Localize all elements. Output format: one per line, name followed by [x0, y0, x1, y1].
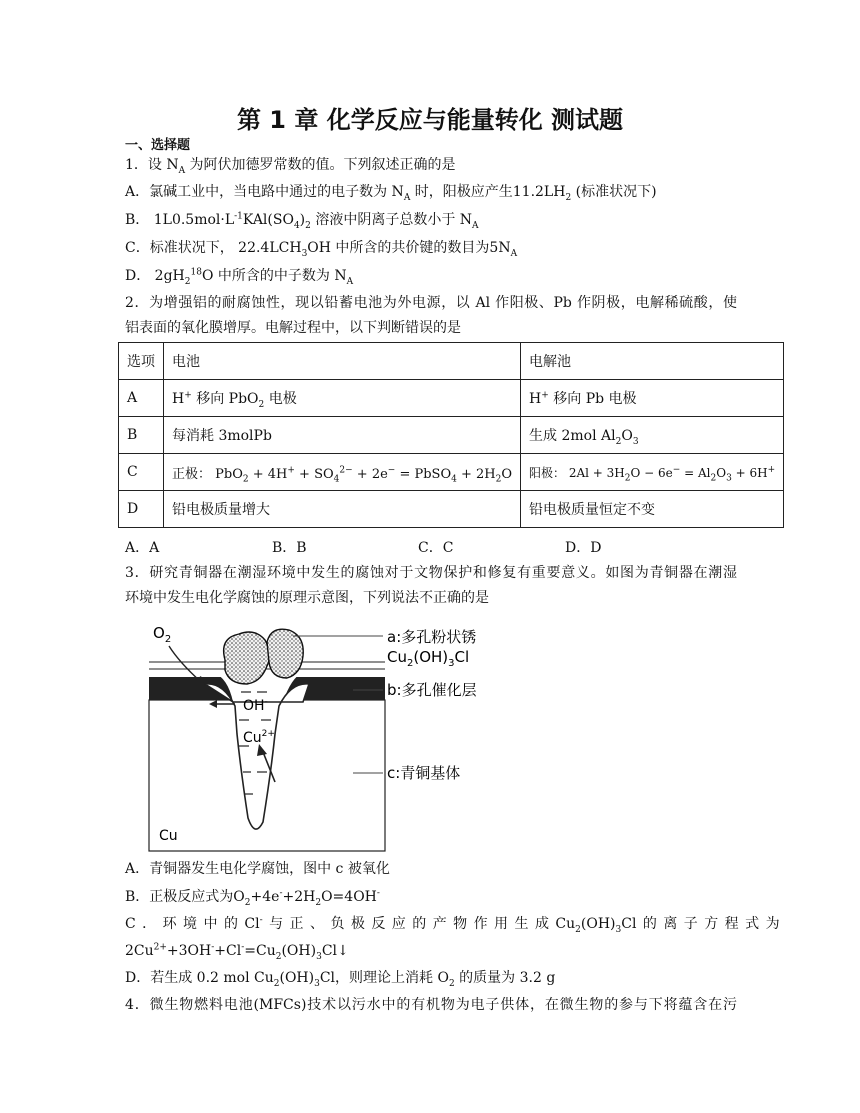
table-cell: H+ 移向 Pb 电极 [521, 380, 784, 417]
page-title: 第 1 章 化学反应与能量转化 测试题 [236, 106, 624, 134]
q1-option-a: A．氯碱工业中，当电路中通过的电子数为 $N_A$ 时，阳极应产生$11.2LH_2$ (标准状况下) [125, 184, 657, 203]
q3-option-c-line2: $2Cu^{2+}+3OH^-+Cl^-=Cu_2(OH)_3Cl↓$ [125, 942, 349, 962]
label-bronze-base: c:青铜基体 [387, 764, 461, 782]
table-cell: A [119, 380, 164, 417]
label-copper: Cu [159, 828, 178, 844]
q2-stem-line1: 2．为增强铝的耐腐蚀性，现以铅蓄电池为外电源，以 Al 作阳极、Pb 作阴极，电解稀硫酸，使 [125, 295, 737, 311]
q1-option-b: B． $1L0.5mol\cdot L^{-1}KAl(SO_4)_2$ 溶液中阴离子总数小于 $N_A$ [125, 211, 479, 231]
table-cell: C [119, 454, 164, 491]
table-cell: 铅电极质量恒定不变 [521, 491, 784, 528]
q3-option-b: B．正极反应式为$O_2+4e^-+2H_2O=4OH^-$ [125, 888, 380, 908]
table-cell: D [119, 491, 164, 528]
label-hydroxide: OH- [243, 697, 268, 714]
q1-option-c: C．标准状况下， $22.4LCH_3OH$ 中所含的共价键的数目为$5N_A$ [125, 240, 518, 259]
q3-stem-line2: 环境中发生电化学腐蚀的原理示意图，下列说法不正确的是 [125, 590, 489, 606]
table-cell: 铅电极质量增大 [164, 491, 521, 528]
table-row [119, 491, 784, 528]
q4-stem-line1: 4．微生物燃料电池(MFCs)技术以污水中的有机物为电子供体，在微生物的参与下将蕴含在污 [125, 997, 737, 1013]
table-header-cell: 选项 [119, 343, 164, 380]
table-row [119, 380, 784, 417]
label-rust-formula: $Cu_2(OH)_3Cl$ [387, 648, 470, 669]
table-row [119, 454, 784, 491]
q2-answer-d: D．D [565, 540, 602, 556]
table-header-row [119, 343, 784, 380]
q1-option-d: D． $2gH_2^{18}O$ 中所含的中子数为 $N_A$ [125, 267, 354, 287]
q2-answer-a: A．A [125, 540, 160, 556]
q3-option-c-line1: C ． 环 境 中 的 Cl- 与 正 、 负 极 反 应 的 产 物 作 用 生 成 $Cu_2(OH)_3Cl$ 的 离 子 方 程 式 为 [125, 915, 780, 935]
table-cell: 阳极： $2Al + 3H_2O - 6e^- = Al_2O_3 + 6H^+$ [521, 454, 784, 491]
label-porous-rust: a:多孔粉状锈 [387, 628, 477, 646]
label-catalytic-layer: b:多孔催化层 [387, 681, 477, 699]
corrosion-diagram [143, 622, 503, 856]
table-cell: 正极： $PbO_2 + 4H^+ + SO_4^{2-} + 2e^-$ = PbSO$_4$ + $2H_2O$ [164, 454, 521, 491]
q1-stem: 1．设 $N_A$ 为阿伏加德罗常数的值。下列叙述正确的是 [125, 157, 456, 176]
q3-option-d: D．若生成 0.2 mol $Cu_2(OH)_3Cl$，则理论上消耗 $O_2$ 的质量为 3.2 g [125, 970, 556, 989]
table-cell: 生成 2mol $Al_2O_3$ [521, 417, 784, 454]
section-heading: 一、选择题 [125, 138, 191, 153]
q2-stem-line2: 铝表面的氧化膜增厚。电解过程中，以下判断错误的是 [125, 320, 461, 336]
q2-answer-b: B．B [272, 540, 307, 556]
table-cell: H+ 移向 PbO$_2$ 电极 [164, 380, 521, 417]
table-cell: B [119, 417, 164, 454]
label-copper-ion: $Cu^{2+}$ [243, 729, 275, 746]
q2-options-table [118, 342, 784, 528]
q2-answer-c: C．C [418, 540, 454, 556]
q3-stem-line1: 3．研究青铜器在潮湿环境中发生的腐蚀对于文物保护和修复有重要意义。如图为青铜器在潮湿 [125, 565, 737, 581]
label-o2: $O_2$ [153, 624, 172, 645]
q3-option-a: A．青铜器发生电化学腐蚀，图中 c 被氧化 [125, 861, 390, 877]
table-header-cell: 电池 [164, 343, 521, 380]
table-header-cell: 电解池 [521, 343, 784, 380]
table-row [119, 417, 784, 454]
table-cell: 每消耗 3molPb [164, 417, 521, 454]
